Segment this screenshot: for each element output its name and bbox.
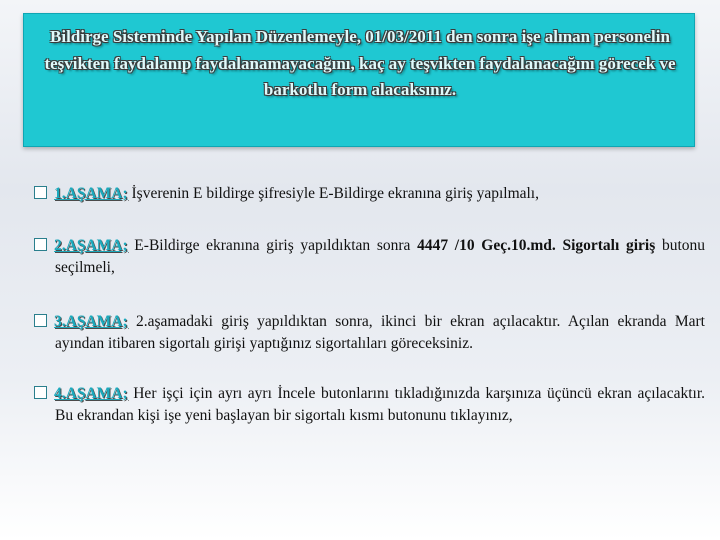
step-3-text: 2.aşamadaki giriş yapıldıktan sonra, ikinci bir ekran açılacaktır. Açılan ekranda Mart ayından itibaren sigortalı girişi yaptığınız sigortalıları göreceksiniz. bbox=[55, 313, 705, 352]
step-2-text-bold: 4447 /10 Geç.10.md. Sigortalı giriş bbox=[417, 237, 656, 254]
checkbox-square-icon bbox=[34, 238, 47, 251]
step-2 bbox=[34, 235, 705, 279]
step-1 bbox=[34, 183, 705, 205]
step-2-text-before: E-Bildirge ekranına giriş yapıldıktan sonra bbox=[127, 237, 418, 254]
step-4-text: Her işçi için ayrı ayrı İncele butonlarını tıkladığınızda karşınıza üçüncü ekran açılacaktır. Bu ekrandan kişi işe yeni başlayan bir sigortalı kısmı butonunu tıklayınız, bbox=[55, 385, 705, 424]
step-1-text: İşverenin E bildirge şifresiyle E-Bildirge ekranına giriş yapılmalı, bbox=[127, 185, 539, 202]
checkbox-square-icon bbox=[34, 386, 47, 399]
checkbox-square-icon bbox=[34, 186, 47, 199]
checkbox-square-icon bbox=[34, 314, 47, 327]
step-1-label: 1.AŞAMA; bbox=[54, 185, 128, 202]
step-3-label: 3.AŞAMA; bbox=[54, 313, 128, 330]
slide-title: Bildirge Sisteminde Yapılan Düzenlemeyle, 01/03/2011 den sonra işe alınan personelin teşvikten faydalanıp faydalanamayacağını, kaç ay teşvikten faydalanacağını görecek ve barkotlu form alacaksınız. bbox=[44, 27, 676, 99]
step-3 bbox=[34, 311, 705, 355]
step-4-label: 4.AŞAMA; bbox=[54, 385, 128, 402]
step-2-text-after: butonu seçilmeli, bbox=[55, 237, 706, 276]
step-4 bbox=[34, 383, 705, 427]
step-2-label: 2.AŞAMA; bbox=[54, 237, 128, 254]
